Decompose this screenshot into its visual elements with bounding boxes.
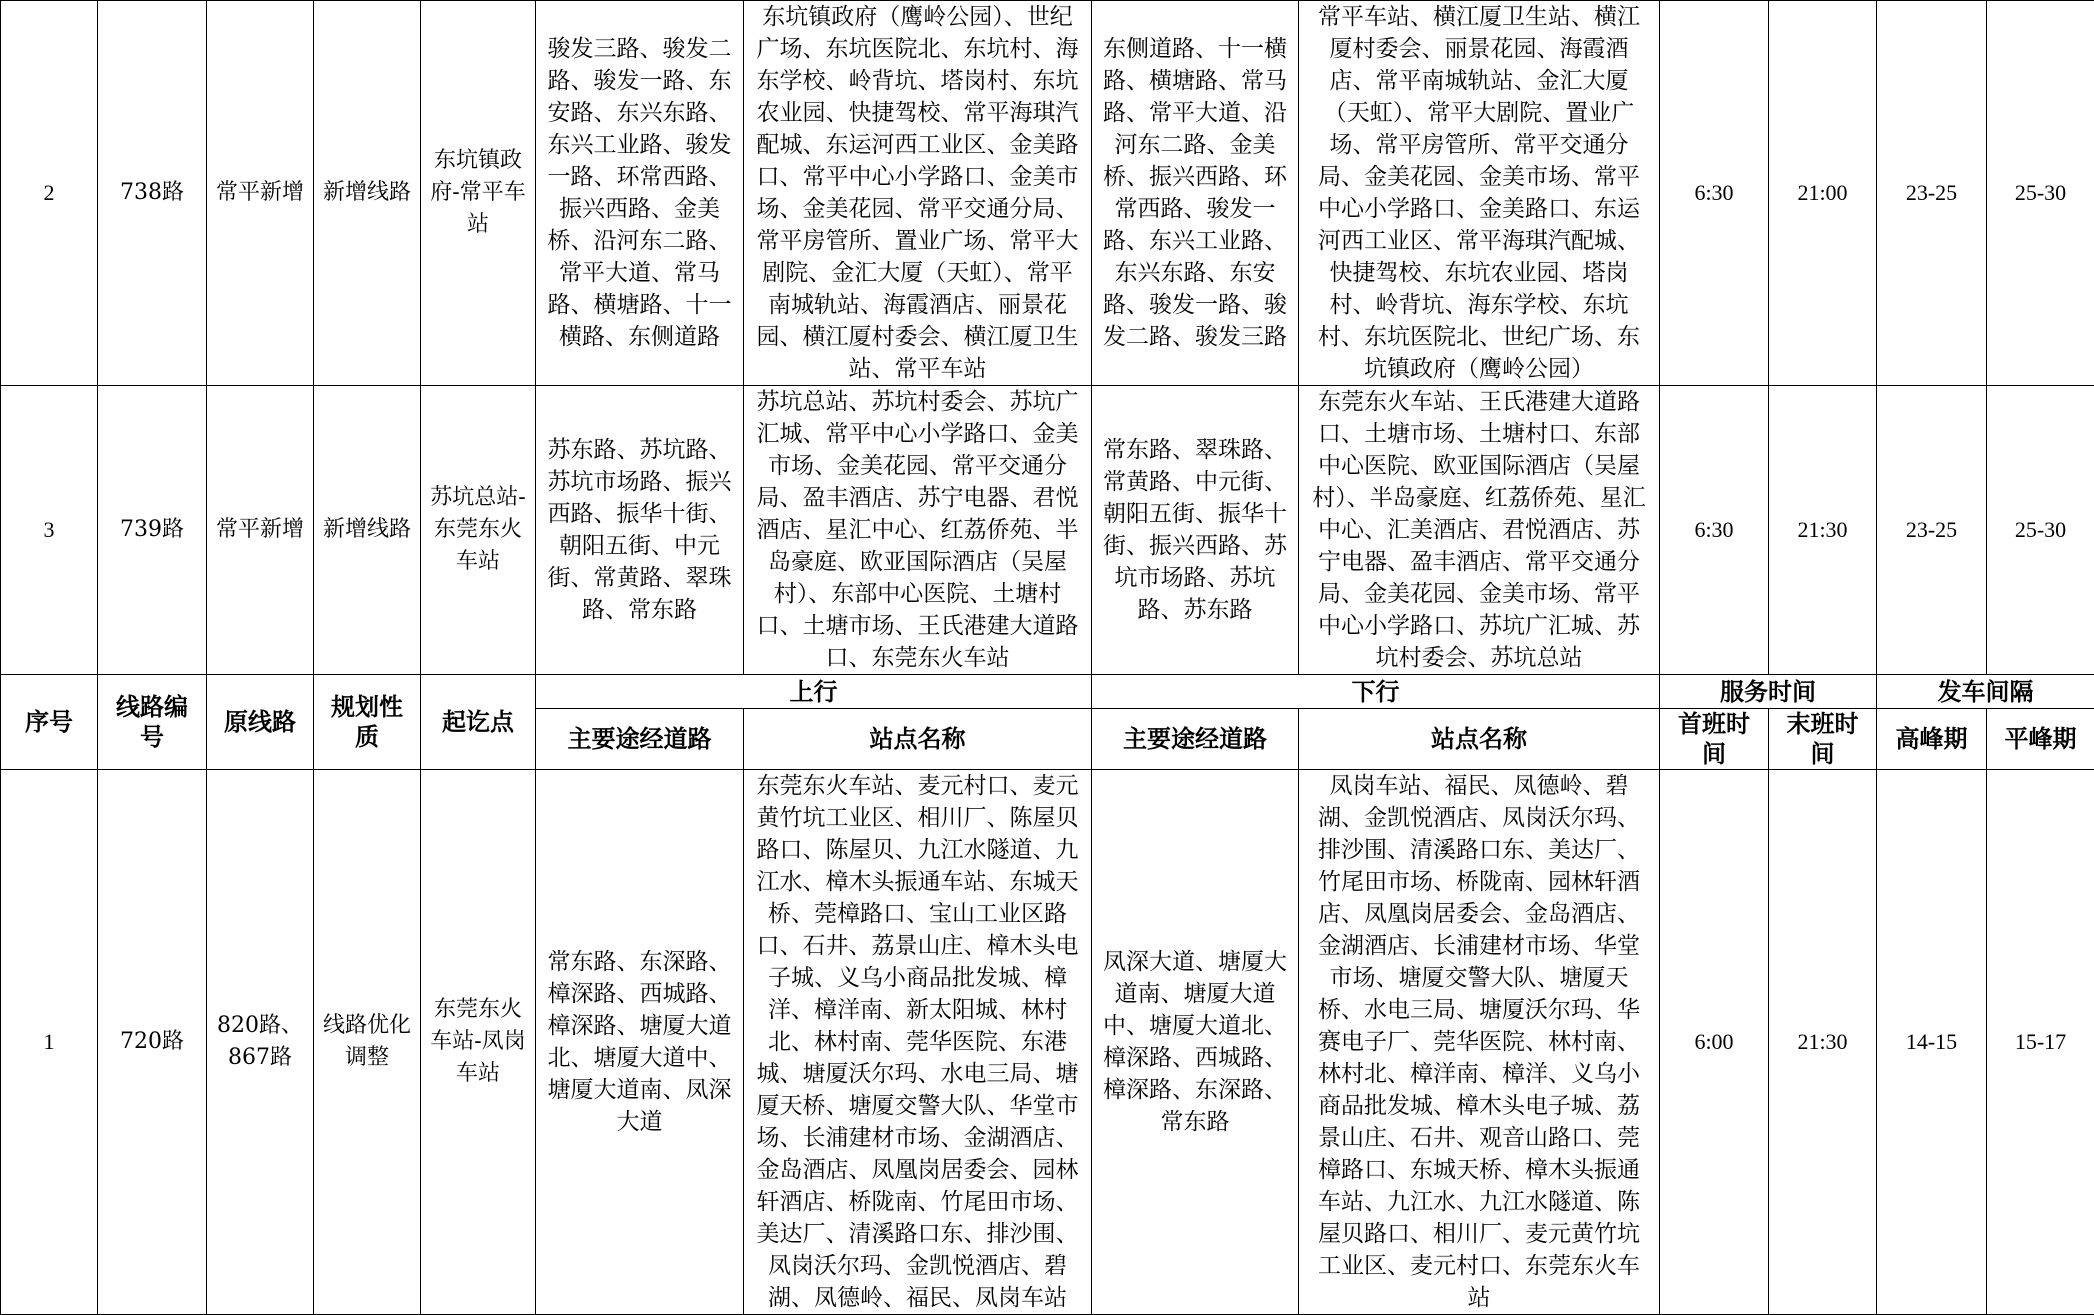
table-row: [1, 1, 2094, 386]
down-roads-cell: 东侧道路、十一横路、横塘路、常马路、常平大道、沿河东二路、金美桥、振兴西路、环常西路、骏发一路、东兴工业路、东兴东路、东安路、骏发一路、骏发二路、骏发三路: [1092, 1, 1299, 386]
line-number-cell: 739路: [98, 386, 207, 675]
down-roads-cell: 凤深大道、塘厦大道南、塘厦大道中、塘厦大道北、樟深路、西城路、樟深路、东深路、常东路: [1092, 770, 1299, 1315]
original-line-cell: 常平新增: [207, 386, 314, 675]
last-bus-cell: 21:30: [1769, 386, 1877, 675]
first-bus-cell: 6:30: [1660, 386, 1769, 675]
down-stations-cell: 东莞东火车站、王氏港建大道路口、土塘市场、土塘村口、东部中心医院、欧亚国际酒店（吴屋村）、半岛豪庭、红荔侨苑、星汇中心、汇美酒店、君悦酒店、苏宁电器、盈丰酒店、常平交通分局、金美花园、金美市场、常平中心小学路口、苏坑广汇城、苏坑村委会、苏坑总站: [1299, 386, 1660, 675]
original-line-cell: 常平新增: [207, 1, 314, 386]
header-original-line: 原线路: [207, 675, 314, 770]
header-line-number: 线路编号: [98, 675, 207, 770]
header-down-stations: 站点名称: [1299, 709, 1660, 770]
header-up: 上行: [536, 675, 1092, 709]
plan-nature-cell: 新增线路: [314, 386, 421, 675]
header-service-time: 服务时间: [1660, 675, 1877, 709]
down-roads-cell: 常东路、翠珠路、常黄路、中元街、朝阳五街、振华十街、振兴西路、苏坑市场路、苏坑路、苏东路: [1092, 386, 1299, 675]
up-roads-cell: 苏东路、苏坑路、苏坑市场路、振兴西路、振华十街、朝阳五街、中元街、常黄路、翠珠路、常东路: [536, 386, 744, 675]
original-line-cell: 820路、867路: [207, 770, 314, 1315]
offpeak-interval-cell: 25-30: [1987, 386, 2094, 675]
header-down-roads: 主要途经道路: [1092, 709, 1299, 770]
table-row: [1, 770, 2094, 1315]
header-down: 下行: [1092, 675, 1660, 709]
header-up-roads: 主要途经道路: [536, 709, 744, 770]
peak-interval-cell: 23-25: [1877, 1, 1987, 386]
down-stations-cell: 常平车站、横江厦卫生站、横江厦村委会、丽景花园、海霞酒店、常平南城轨站、金汇大厦（天虹）、常平大剧院、置业广场、常平房管所、常平交通分局、金美花园、金美市场、常平中心小学路口、金美路口、东运河西工业区、常平海琪汽配城、快捷驾校、东坑农业园、塔岗村、岭背坑、海东学校、东坑村、东坑医院北、世纪广场、东坑镇政府（鹰岭公园）: [1299, 1, 1660, 386]
header-first-bus: 首班时间: [1660, 709, 1769, 770]
header-last-bus: 末班时间: [1769, 709, 1877, 770]
header-endpoints: 起讫点: [421, 675, 536, 770]
header-interval: 发车间隔: [1877, 675, 2094, 709]
endpoints-cell: 苏坑总站-东莞东火车站: [421, 386, 536, 675]
endpoints-cell: 东坑镇政府-常平车站: [421, 1, 536, 386]
up-roads-cell: 常东路、东深路、樟深路、西城路、樟深路、塘厦大道北、塘厦大道中、塘厦大道南、凤深大道: [536, 770, 744, 1315]
endpoints-cell: 东莞东火车站-凤岗车站: [421, 770, 536, 1315]
plan-nature-cell: 线路优化调整: [314, 770, 421, 1315]
peak-interval-cell: 23-25: [1877, 386, 1987, 675]
up-roads-cell: 骏发三路、骏发二路、骏发一路、东安路、东兴东路、东兴工业路、骏发一路、环常西路、振兴西路、金美桥、沿河东二路、常平大道、常马路、横塘路、十一横路、东侧道路: [536, 1, 744, 386]
first-bus-cell: 6:30: [1660, 1, 1769, 386]
plan-nature-cell: 新增线路: [314, 1, 421, 386]
header-plan-nature: 规划性质: [314, 675, 421, 770]
header-seq: 序号: [1, 675, 98, 770]
seq-cell: 3: [1, 386, 98, 675]
header-offpeak: 平峰期: [1987, 709, 2094, 770]
offpeak-interval-cell: 25-30: [1987, 1, 2094, 386]
seq-cell: 2: [1, 1, 98, 386]
down-stations-cell: 凤岗车站、福民、凤德岭、碧湖、金凯悦酒店、凤岗沃尔玛、排沙围、清溪路口东、美达厂、竹尾田市场、桥陇南、园林轩酒店、凤凰岗居委会、金岛酒店、金湖酒店、长浦建材市场、华堂市场、塘厦交警大队、塘厦天桥、水电三局、塘厦沃尔玛、华赛电子厂、莞华医院、林村南、林村北、樟洋南、樟洋、义乌小商品批发城、樟木头电子城、荔景山庄、石井、观音山路口、莞樟路口、东城天桥、樟木头振通车站、九江水、九江水隧道、陈屋贝路口、相川厂、麦元黄竹坑工业区、麦元村口、东莞东火车站: [1299, 770, 1660, 1315]
last-bus-cell: 21:30: [1769, 770, 1877, 1315]
header-peak: 高峰期: [1877, 709, 1987, 770]
offpeak-interval-cell: 15-17: [1987, 770, 2094, 1315]
up-stations-cell: 苏坑总站、苏坑村委会、苏坑广汇城、常平中心小学路口、金美市场、金美花园、常平交通分局、盈丰酒店、苏宁电器、君悦酒店、星汇中心、红荔侨苑、半岛豪庭、欧亚国际酒店（吴屋村）、东部中心医院、土塘村口、土塘市场、王氏港建大道路口、东莞东火车站: [744, 386, 1092, 675]
first-bus-cell: 6:00: [1660, 770, 1769, 1315]
seq-cell: 1: [1, 770, 98, 1315]
peak-interval-cell: 14-15: [1877, 770, 1987, 1315]
last-bus-cell: 21:00: [1769, 1, 1877, 386]
up-stations-cell: 东莞东火车站、麦元村口、麦元黄竹坑工业区、相川厂、陈屋贝路口、陈屋贝、九江水隧道、九江水、樟木头振通车站、东城天桥、莞樟路口、宝山工业区路口、石井、荔景山庄、樟木头电子城、义乌小商品批发城、樟洋、樟洋南、新太阳城、林村北、林村南、莞华医院、东港城、塘厦沃尔玛、水电三局、塘厦天桥、塘厦交警大队、华堂市场、长浦建材市场、金湖酒店、金岛酒店、凤凰岗居委会、园林轩酒店、桥陇南、竹尾田市场、美达厂、清溪路口东、排沙围、凤岗沃尔玛、金凯悦酒店、碧湖、凤德岭、福民、凤岗车站: [744, 770, 1092, 1315]
up-stations-cell: 东坑镇政府（鹰岭公园）、世纪广场、东坑医院北、东坑村、海东学校、岭背坑、塔岗村、东坑农业园、快捷驾校、常平海琪汽配城、东运河西工业区、金美路口、常平中心小学路口、金美市场、金美花园、常平交通分局、常平房管所、置业广场、常平大剧院、金汇大厦（天虹）、常平南城轨站、海霞酒店、丽景花园、横江厦村委会、横江厦卫生站、常平车站: [744, 1, 1092, 386]
line-number-cell: 738路: [98, 1, 207, 386]
header-up-stations: 站点名称: [744, 709, 1092, 770]
table-row: [1, 386, 2094, 675]
header-row: [1, 675, 2094, 709]
line-number-cell: 720路: [98, 770, 207, 1315]
